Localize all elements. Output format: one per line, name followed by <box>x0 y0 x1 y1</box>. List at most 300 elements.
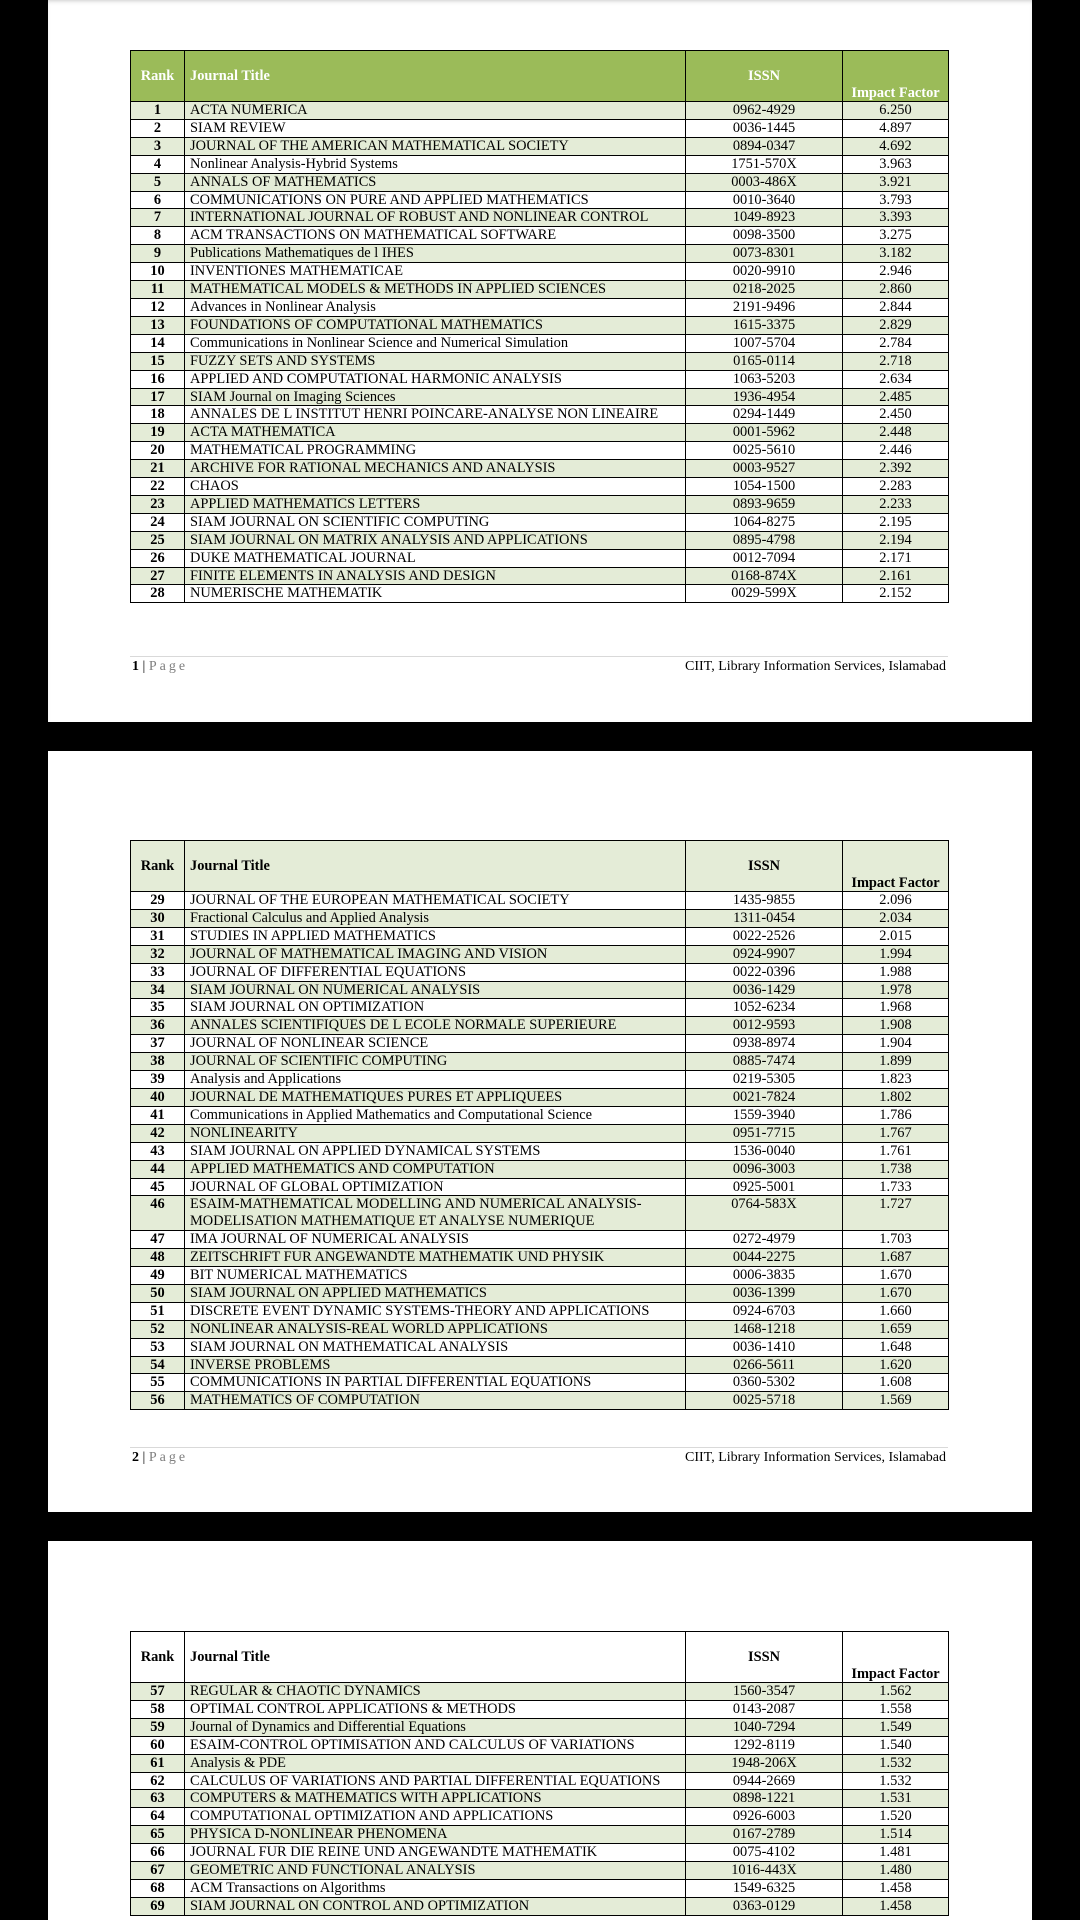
impact-factor-cell: 2.392 <box>843 460 949 478</box>
issn-cell: 0044-2275 <box>686 1249 843 1267</box>
journal-title-cell: JOURNAL OF SCIENTIFIC COMPUTING <box>185 1053 686 1071</box>
journal-title-cell: INVENTIONES MATHEMATICAE <box>185 263 686 281</box>
impact-factor-cell: 2.829 <box>843 316 949 334</box>
rank-cell: 25 <box>131 531 185 549</box>
rank-cell: 10 <box>131 263 185 281</box>
impact-factor-cell: 2.096 <box>843 892 949 910</box>
rank-cell: 22 <box>131 478 185 496</box>
journal-title-cell: Analysis & PDE <box>185 1754 686 1772</box>
journal-title-cell: COMMUNICATIONS ON PURE AND APPLIED MATHEMATICS <box>185 191 686 209</box>
journal-title-cell: APPLIED MATHEMATICS AND COMPUTATION <box>185 1160 686 1178</box>
impact-factor-cell: 1.904 <box>843 1035 949 1053</box>
impact-factor-cell: 3.182 <box>843 245 949 263</box>
table-row <box>131 1249 949 1267</box>
table-row <box>131 927 949 945</box>
table-row <box>131 945 949 963</box>
table-row <box>131 406 949 424</box>
rank-cell: 30 <box>131 909 185 927</box>
issn-cell: 0167-2789 <box>686 1826 843 1844</box>
journal-title-cell: Advances in Nonlinear Analysis <box>185 298 686 316</box>
journal-title-cell: SIAM JOURNAL ON CONTROL AND OPTIMIZATION <box>185 1897 686 1915</box>
issn-cell: 1559-3940 <box>686 1106 843 1124</box>
issn-cell: 1435-9855 <box>686 892 843 910</box>
table-row <box>131 1284 949 1302</box>
journal-title-cell: FINITE ELEMENTS IN ANALYSIS AND DESIGN <box>185 567 686 585</box>
issn-cell: 1063-5203 <box>686 370 843 388</box>
impact-factor-cell: 1.532 <box>843 1754 949 1772</box>
table-row <box>131 263 949 281</box>
impact-factor-cell: 1.994 <box>843 945 949 963</box>
table-row <box>131 1035 949 1053</box>
journal-title-cell: ANNALES DE L INSTITUT HENRI POINCARE-ANALYSE NON LINEAIRE <box>185 406 686 424</box>
journal-title-cell: JOURNAL DE MATHEMATIQUES PURES ET APPLIQUEES <box>185 1088 686 1106</box>
rank-cell: 36 <box>131 1017 185 1035</box>
rank-cell: 60 <box>131 1736 185 1754</box>
journal-title-cell: GEOMETRIC AND FUNCTIONAL ANALYSIS <box>185 1862 686 1880</box>
table-row <box>131 909 949 927</box>
page-footer <box>132 1450 946 1466</box>
impact-factor-cell: 1.733 <box>843 1178 949 1196</box>
issn-cell: 0938-8974 <box>686 1035 843 1053</box>
issn-cell: 1007-5704 <box>686 334 843 352</box>
issn-cell: 0165-0114 <box>686 352 843 370</box>
issn-cell: 1292-8119 <box>686 1736 843 1754</box>
table-row <box>131 478 949 496</box>
impact-factor-cell: 1.648 <box>843 1338 949 1356</box>
table-row <box>131 1826 949 1844</box>
impact-factor-cell: 1.540 <box>843 1736 949 1754</box>
rank-cell: 40 <box>131 1088 185 1106</box>
issn-cell: 0944-2669 <box>686 1772 843 1790</box>
issn-cell: 0012-9593 <box>686 1017 843 1035</box>
rank-cell: 47 <box>131 1231 185 1249</box>
table-row <box>131 137 949 155</box>
footer-organization: CIIT, Library Information Services, Islamabad <box>685 659 946 674</box>
table-row <box>131 102 949 120</box>
impact-factor-cell: 1.659 <box>843 1320 949 1338</box>
impact-factor-cell: 1.558 <box>843 1700 949 1718</box>
issn-cell: 0266-5611 <box>686 1356 843 1374</box>
table-row <box>131 585 949 603</box>
impact-factor-cell: 2.450 <box>843 406 949 424</box>
journal-title-cell: REGULAR & CHAOTIC DYNAMICS <box>185 1683 686 1701</box>
journal-title-cell: JOURNAL FUR DIE REINE UND ANGEWANDTE MATHEMATIK <box>185 1844 686 1862</box>
issn-cell: 0010-3640 <box>686 191 843 209</box>
header-impact-factor: Impact Factor <box>843 1632 949 1683</box>
issn-cell: 0006-3835 <box>686 1267 843 1285</box>
issn-cell: 0962-4929 <box>686 102 843 120</box>
journal-title-cell: Analysis and Applications <box>185 1071 686 1089</box>
issn-cell: 0012-7094 <box>686 549 843 567</box>
rank-cell: 45 <box>131 1178 185 1196</box>
rank-cell: 56 <box>131 1392 185 1410</box>
impact-factor-cell: 1.569 <box>843 1392 949 1410</box>
impact-factor-cell: 1.908 <box>843 1017 949 1035</box>
issn-cell: 0894-0347 <box>686 137 843 155</box>
impact-factor-cell: 3.921 <box>843 173 949 191</box>
impact-factor-cell: 1.767 <box>843 1124 949 1142</box>
impact-factor-cell: 1.899 <box>843 1053 949 1071</box>
rank-cell: 31 <box>131 927 185 945</box>
journal-title-cell: APPLIED MATHEMATICS LETTERS <box>185 495 686 513</box>
journal-title-cell: Communications in Nonlinear Science and Numerical Simulation <box>185 334 686 352</box>
rank-cell: 24 <box>131 513 185 531</box>
table-row <box>131 281 949 299</box>
issn-cell: 0036-1429 <box>686 981 843 999</box>
journal-title-cell: ZEITSCHRIFT FUR ANGEWANDTE MATHEMATIK UND PHYSIK <box>185 1249 686 1267</box>
table-row <box>131 1374 949 1392</box>
impact-factor-cell: 2.448 <box>843 424 949 442</box>
impact-factor-cell: 1.823 <box>843 1071 949 1089</box>
issn-cell: 0096-3003 <box>686 1160 843 1178</box>
journal-title-cell: Journal of Dynamics and Differential Equations <box>185 1718 686 1736</box>
rank-cell: 26 <box>131 549 185 567</box>
issn-cell: 0168-874X <box>686 567 843 585</box>
rank-cell: 14 <box>131 334 185 352</box>
journal-title-cell: FOUNDATIONS OF COMPUTATIONAL MATHEMATICS <box>185 316 686 334</box>
table-row <box>131 1790 949 1808</box>
impact-factor-cell: 1.660 <box>843 1302 949 1320</box>
rank-cell: 23 <box>131 495 185 513</box>
journal-title-cell: JOURNAL OF GLOBAL OPTIMIZATION <box>185 1178 686 1196</box>
impact-factor-cell: 1.532 <box>843 1772 949 1790</box>
table-row <box>131 119 949 137</box>
rank-cell: 57 <box>131 1683 185 1701</box>
rank-cell: 38 <box>131 1053 185 1071</box>
issn-cell: 0764-583X <box>686 1196 843 1231</box>
rank-cell: 55 <box>131 1374 185 1392</box>
journal-title-cell: APPLIED AND COMPUTATIONAL HARMONIC ANALYSIS <box>185 370 686 388</box>
impact-factor-cell: 2.485 <box>843 388 949 406</box>
issn-cell: 0003-9527 <box>686 460 843 478</box>
rank-cell: 1 <box>131 102 185 120</box>
journal-title-cell: SIAM JOURNAL ON APPLIED DYNAMICAL SYSTEMS <box>185 1142 686 1160</box>
rank-cell: 51 <box>131 1302 185 1320</box>
table-row <box>131 892 949 910</box>
impact-factor-cell: 2.233 <box>843 495 949 513</box>
impact-factor-cell: 1.531 <box>843 1790 949 1808</box>
rank-cell: 15 <box>131 352 185 370</box>
impact-factor-cell: 2.194 <box>843 531 949 549</box>
journal-title-cell: SIAM JOURNAL ON MATRIX ANALYSIS AND APPLICATIONS <box>185 531 686 549</box>
header-impact-factor: Impact Factor <box>843 841 949 892</box>
impact-factor-cell: 1.727 <box>843 1196 949 1231</box>
issn-cell: 0926-6003 <box>686 1808 843 1826</box>
journal-title-cell: COMPUTERS & MATHEMATICS WITH APPLICATIONS <box>185 1790 686 1808</box>
impact-factor-cell: 1.458 <box>843 1897 949 1915</box>
footer-divider <box>130 656 948 657</box>
header-issn: ISSN <box>686 841 843 892</box>
rank-cell: 39 <box>131 1071 185 1089</box>
document-page-1 <box>48 0 1032 722</box>
table-row <box>131 1196 949 1231</box>
issn-cell: 0360-5302 <box>686 1374 843 1392</box>
issn-cell: 0924-6703 <box>686 1302 843 1320</box>
rank-cell: 29 <box>131 892 185 910</box>
page-word: Page <box>148 1450 189 1465</box>
header-issn: ISSN <box>686 51 843 102</box>
rank-cell: 50 <box>131 1284 185 1302</box>
journal-title-cell: COMMUNICATIONS IN PARTIAL DIFFERENTIAL EQUATIONS <box>185 1374 686 1392</box>
issn-cell: 0075-4102 <box>686 1844 843 1862</box>
table-row <box>131 1124 949 1142</box>
header-journal-title: Journal Title <box>185 1632 686 1683</box>
journal-title-cell: DISCRETE EVENT DYNAMIC SYSTEMS-THEORY AND APPLICATIONS <box>185 1302 686 1320</box>
table-row <box>131 1897 949 1915</box>
rank-cell: 5 <box>131 173 185 191</box>
issn-cell: 0001-5962 <box>686 424 843 442</box>
table-row <box>131 999 949 1017</box>
impact-factor-cell: 3.963 <box>843 155 949 173</box>
table-row <box>131 1142 949 1160</box>
document-page-3 <box>48 1541 1032 1920</box>
journal-title-cell: JOURNAL OF DIFFERENTIAL EQUATIONS <box>185 963 686 981</box>
table-row <box>131 424 949 442</box>
rank-cell: 19 <box>131 424 185 442</box>
table-header-row <box>131 51 949 102</box>
journal-title-cell: SIAM JOURNAL ON NUMERICAL ANALYSIS <box>185 981 686 999</box>
journal-title-cell: JOURNAL OF THE AMERICAN MATHEMATICAL SOCIETY <box>185 137 686 155</box>
journal-title-cell: DUKE MATHEMATICAL JOURNAL <box>185 549 686 567</box>
rank-cell: 21 <box>131 460 185 478</box>
table-row <box>131 209 949 227</box>
rank-cell: 54 <box>131 1356 185 1374</box>
journal-title-cell: SIAM JOURNAL ON APPLIED MATHEMATICS <box>185 1284 686 1302</box>
table-row <box>131 1392 949 1410</box>
impact-factor-cell: 1.670 <box>843 1267 949 1285</box>
impact-factor-cell: 1.549 <box>843 1718 949 1736</box>
rank-cell: 63 <box>131 1790 185 1808</box>
impact-factor-cell: 2.860 <box>843 281 949 299</box>
issn-cell: 0003-486X <box>686 173 843 191</box>
issn-cell: 0895-4798 <box>686 531 843 549</box>
journal-title-cell: ACTA NUMERICA <box>185 102 686 120</box>
rank-cell: 59 <box>131 1718 185 1736</box>
page-number: 1 <box>132 659 139 674</box>
table-row <box>131 1683 949 1701</box>
header-issn: ISSN <box>686 1632 843 1683</box>
journal-title-cell: ARCHIVE FOR RATIONAL MECHANICS AND ANALYSIS <box>185 460 686 478</box>
journal-title-cell: MATHEMATICAL MODELS & METHODS IN APPLIED SCIENCES <box>185 281 686 299</box>
page-footer <box>132 659 946 675</box>
impact-factor-cell: 1.480 <box>843 1862 949 1880</box>
issn-cell: 0020-9910 <box>686 263 843 281</box>
impact-factor-cell: 1.670 <box>843 1284 949 1302</box>
page-number-label: 2 | Page <box>132 1450 189 1465</box>
impact-factor-cell: 4.897 <box>843 119 949 137</box>
journal-title-cell: Communications in Applied Mathematics and Computational Science <box>185 1106 686 1124</box>
journal-title-cell: INTERNATIONAL JOURNAL OF ROBUST AND NONLINEAR CONTROL <box>185 209 686 227</box>
journal-title-cell: SIAM Journal on Imaging Sciences <box>185 388 686 406</box>
table-header-row <box>131 841 949 892</box>
issn-cell: 0021-7824 <box>686 1088 843 1106</box>
rank-cell: 2 <box>131 119 185 137</box>
table-row <box>131 1879 949 1897</box>
journal-title-cell: MATHEMATICAL PROGRAMMING <box>185 442 686 460</box>
table-row <box>131 531 949 549</box>
impact-factor-cell: 2.946 <box>843 263 949 281</box>
issn-cell: 0025-5610 <box>686 442 843 460</box>
rank-cell: 8 <box>131 227 185 245</box>
table-row <box>131 155 949 173</box>
rank-cell: 17 <box>131 388 185 406</box>
journal-title-cell: NONLINEARITY <box>185 1124 686 1142</box>
journal-title-cell: COMPUTATIONAL OPTIMIZATION AND APPLICATIONS <box>185 1808 686 1826</box>
issn-cell: 0893-9659 <box>686 495 843 513</box>
table-row <box>131 1088 949 1106</box>
issn-cell: 0219-5305 <box>686 1071 843 1089</box>
page-number: 2 <box>132 1450 139 1465</box>
issn-cell: 1549-6325 <box>686 1879 843 1897</box>
table-header-row <box>131 1632 949 1683</box>
table-row <box>131 460 949 478</box>
impact-factor-cell: 2.152 <box>843 585 949 603</box>
rank-cell: 44 <box>131 1160 185 1178</box>
journal-title-cell: BIT NUMERICAL MATHEMATICS <box>185 1267 686 1285</box>
rank-cell: 61 <box>131 1754 185 1772</box>
table-row <box>131 352 949 370</box>
impact-factor-cell: 2.161 <box>843 567 949 585</box>
rank-cell: 49 <box>131 1267 185 1285</box>
journal-table <box>130 840 949 1410</box>
rank-cell: 13 <box>131 316 185 334</box>
issn-cell: 0363-0129 <box>686 1897 843 1915</box>
table-row <box>131 1718 949 1736</box>
table-row <box>131 513 949 531</box>
table-row <box>131 388 949 406</box>
footer-organization: CIIT, Library Information Services, Islamabad <box>685 1450 946 1465</box>
table-row <box>131 495 949 513</box>
rank-cell: 7 <box>131 209 185 227</box>
table-row <box>131 173 949 191</box>
journal-title-cell: MATHEMATICS OF COMPUTATION <box>185 1392 686 1410</box>
journal-title-cell: ACM TRANSACTIONS ON MATHEMATICAL SOFTWARE <box>185 227 686 245</box>
table-row <box>131 1320 949 1338</box>
issn-cell: 1054-1500 <box>686 478 843 496</box>
table-row <box>131 334 949 352</box>
table-row <box>131 1338 949 1356</box>
impact-factor-cell: 1.738 <box>843 1160 949 1178</box>
rank-cell: 37 <box>131 1035 185 1053</box>
rank-cell: 33 <box>131 963 185 981</box>
issn-cell: 0951-7715 <box>686 1124 843 1142</box>
rank-cell: 68 <box>131 1879 185 1897</box>
journal-title-cell: ESAIM-CONTROL OPTIMISATION AND CALCULUS OF VARIATIONS <box>185 1736 686 1754</box>
impact-factor-cell: 2.034 <box>843 909 949 927</box>
impact-factor-cell: 1.514 <box>843 1826 949 1844</box>
rank-cell: 35 <box>131 999 185 1017</box>
impact-factor-cell: 1.978 <box>843 981 949 999</box>
table-row <box>131 1178 949 1196</box>
journal-title-cell: ANNALES SCIENTIFIQUES DE L ECOLE NORMALE SUPERIEURE <box>185 1017 686 1035</box>
issn-cell: 1016-443X <box>686 1862 843 1880</box>
rank-cell: 41 <box>131 1106 185 1124</box>
table-row <box>131 1071 949 1089</box>
journal-title-cell: JOURNAL OF NONLINEAR SCIENCE <box>185 1035 686 1053</box>
page-number-label: 1 | Page <box>132 659 189 674</box>
table-row <box>131 1356 949 1374</box>
rank-cell: 64 <box>131 1808 185 1826</box>
issn-cell: 1064-8275 <box>686 513 843 531</box>
impact-factor-cell: 2.634 <box>843 370 949 388</box>
impact-factor-cell: 1.620 <box>843 1356 949 1374</box>
rank-cell: 6 <box>131 191 185 209</box>
table-row <box>131 1808 949 1826</box>
page-word: Page <box>148 659 189 674</box>
rank-cell: 12 <box>131 298 185 316</box>
table-row <box>131 1231 949 1249</box>
impact-factor-cell: 2.446 <box>843 442 949 460</box>
table-row <box>131 245 949 263</box>
impact-factor-cell: 1.687 <box>843 1249 949 1267</box>
impact-factor-cell: 1.761 <box>843 1142 949 1160</box>
journal-title-cell: ESAIM-MATHEMATICAL MODELLING AND NUMERICAL ANALYSIS-MODELISATION MATHEMATIQUE ET ANALYSE NUMERIQUE <box>185 1196 686 1231</box>
issn-cell: 0036-1410 <box>686 1338 843 1356</box>
journal-title-cell: JOURNAL OF MATHEMATICAL IMAGING AND VISION <box>185 945 686 963</box>
rank-cell: 58 <box>131 1700 185 1718</box>
issn-cell: 0143-2087 <box>686 1700 843 1718</box>
table-row <box>131 1844 949 1862</box>
rank-cell: 67 <box>131 1862 185 1880</box>
impact-factor-cell: 2.171 <box>843 549 949 567</box>
issn-cell: 1536-0040 <box>686 1142 843 1160</box>
impact-factor-cell: 1.520 <box>843 1808 949 1826</box>
rank-cell: 34 <box>131 981 185 999</box>
impact-factor-cell: 1.458 <box>843 1879 949 1897</box>
issn-cell: 1468-1218 <box>686 1320 843 1338</box>
table-row <box>131 1106 949 1124</box>
table-row <box>131 1754 949 1772</box>
journal-title-cell: SIAM JOURNAL ON OPTIMIZATION <box>185 999 686 1017</box>
impact-factor-cell: 1.608 <box>843 1374 949 1392</box>
issn-cell: 0029-599X <box>686 585 843 603</box>
rank-cell: 66 <box>131 1844 185 1862</box>
rank-cell: 4 <box>131 155 185 173</box>
rank-cell: 27 <box>131 567 185 585</box>
impact-factor-cell: 1.481 <box>843 1844 949 1862</box>
rank-cell: 28 <box>131 585 185 603</box>
issn-cell: 0036-1399 <box>686 1284 843 1302</box>
journal-title-cell: SIAM JOURNAL ON MATHEMATICAL ANALYSIS <box>185 1338 686 1356</box>
table-row <box>131 1160 949 1178</box>
journal-title-cell: ANNALS OF MATHEMATICS <box>185 173 686 191</box>
journal-title-cell: PHYSICA D-NONLINEAR PHENOMENA <box>185 1826 686 1844</box>
table-row <box>131 316 949 334</box>
header-journal-title: Journal Title <box>185 841 686 892</box>
rank-cell: 43 <box>131 1142 185 1160</box>
table-row <box>131 1053 949 1071</box>
issn-cell: 0036-1445 <box>686 119 843 137</box>
journal-title-cell: IMA JOURNAL OF NUMERICAL ANALYSIS <box>185 1231 686 1249</box>
rank-cell: 48 <box>131 1249 185 1267</box>
issn-cell: 1948-206X <box>686 1754 843 1772</box>
rank-cell: 52 <box>131 1320 185 1338</box>
journal-table <box>130 1631 949 1916</box>
table-row <box>131 298 949 316</box>
journal-title-cell: SIAM JOURNAL ON SCIENTIFIC COMPUTING <box>185 513 686 531</box>
issn-cell: 0294-1449 <box>686 406 843 424</box>
journal-title-cell: NUMERISCHE MATHEMATIK <box>185 585 686 603</box>
table-row <box>131 227 949 245</box>
footer-divider <box>130 1447 948 1448</box>
issn-cell: 0218-2025 <box>686 281 843 299</box>
issn-cell: 1936-4954 <box>686 388 843 406</box>
impact-factor-cell: 3.275 <box>843 227 949 245</box>
impact-factor-cell: 2.195 <box>843 513 949 531</box>
journal-title-cell: CALCULUS OF VARIATIONS AND PARTIAL DIFFERENTIAL EQUATIONS <box>185 1772 686 1790</box>
issn-cell: 1615-3375 <box>686 316 843 334</box>
header-rank: Rank <box>131 841 185 892</box>
